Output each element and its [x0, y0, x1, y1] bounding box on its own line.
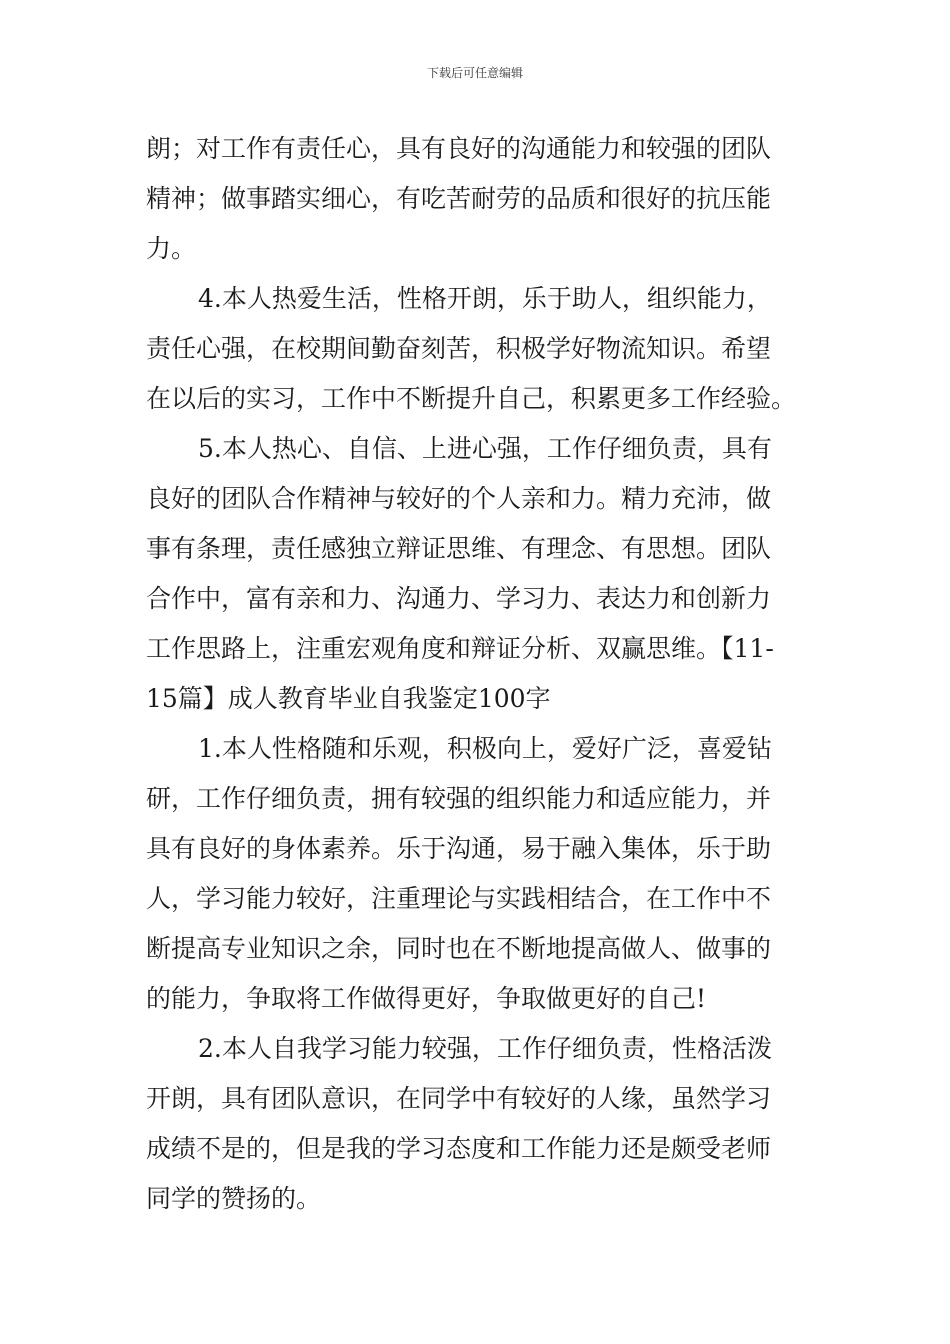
text-line: 事有条理，责任感独立辩证思维、有理念、有思想。团队 — [146, 534, 772, 563]
text-line: 良好的团队合作精神与较好的个人亲和力。精力充沛，做 — [146, 484, 772, 513]
text-line: 责任心强，在校期间勤奋刻苦，积极学好物流知识。希望 — [146, 334, 772, 363]
text-line: 精神；做事踏实细心，有吃苦耐劳的品质和很好的抗压能 — [146, 184, 772, 213]
text-line: 15篇】成人教育毕业自我鉴定100字 — [146, 684, 551, 713]
text-line: 具有良好的身体素养。乐于沟通，易于融入集体，乐于助 — [146, 834, 772, 863]
text-line: 断提高专业知识之余，同时也在不断地提高做人、做事的 — [146, 934, 772, 963]
text-line: 2.本人自我学习能力较强，工作仔细负责，性格活泼 — [198, 1034, 772, 1063]
text-line: 开朗，具有团队意识，在同学中有较好的人缘，虽然学习 — [146, 1084, 772, 1113]
text-line: 人，学习能力较好，注重理论与实践相结合，在工作中不 — [146, 884, 772, 913]
text-line: 5.本人热心、自信、上进心强，工作仔细负责，具有 — [198, 434, 772, 463]
text-line: 朗；对工作有责任心，具有良好的沟通能力和较强的团队 — [146, 134, 772, 163]
text-line: 1.本人性格随和乐观，积极向上，爱好广泛，喜爱钻 — [198, 734, 772, 763]
page-header: 下载后可任意编辑 — [426, 66, 523, 80]
text-line: 在以后的实习，工作中不断提升自己，积累更多工作经验。 — [146, 384, 797, 413]
text-line: 4.本人热爱生活，性格开朗，乐于助人，组织能力， — [198, 284, 772, 313]
text-line: 的能力，争取将工作做得更好，争取做更好的自己! — [146, 984, 707, 1013]
text-line: 研，工作仔细负责，拥有较强的组织能力和适应能力，并 — [146, 784, 772, 813]
text-line: 合作中，富有亲和力、沟通力、学习力、表达力和创新力 — [146, 584, 772, 613]
document-body — [146, 124, 810, 1224]
text-line: 工作思路上，注重宏观角度和辩证分析、双赢思维。【11- — [146, 634, 774, 663]
text-line: 同学的赞扬的。 — [146, 1184, 322, 1213]
text-line: 力。 — [146, 234, 197, 263]
text-line: 成绩不是的，但是我的学习态度和工作能力还是颇受老师 — [146, 1134, 772, 1163]
